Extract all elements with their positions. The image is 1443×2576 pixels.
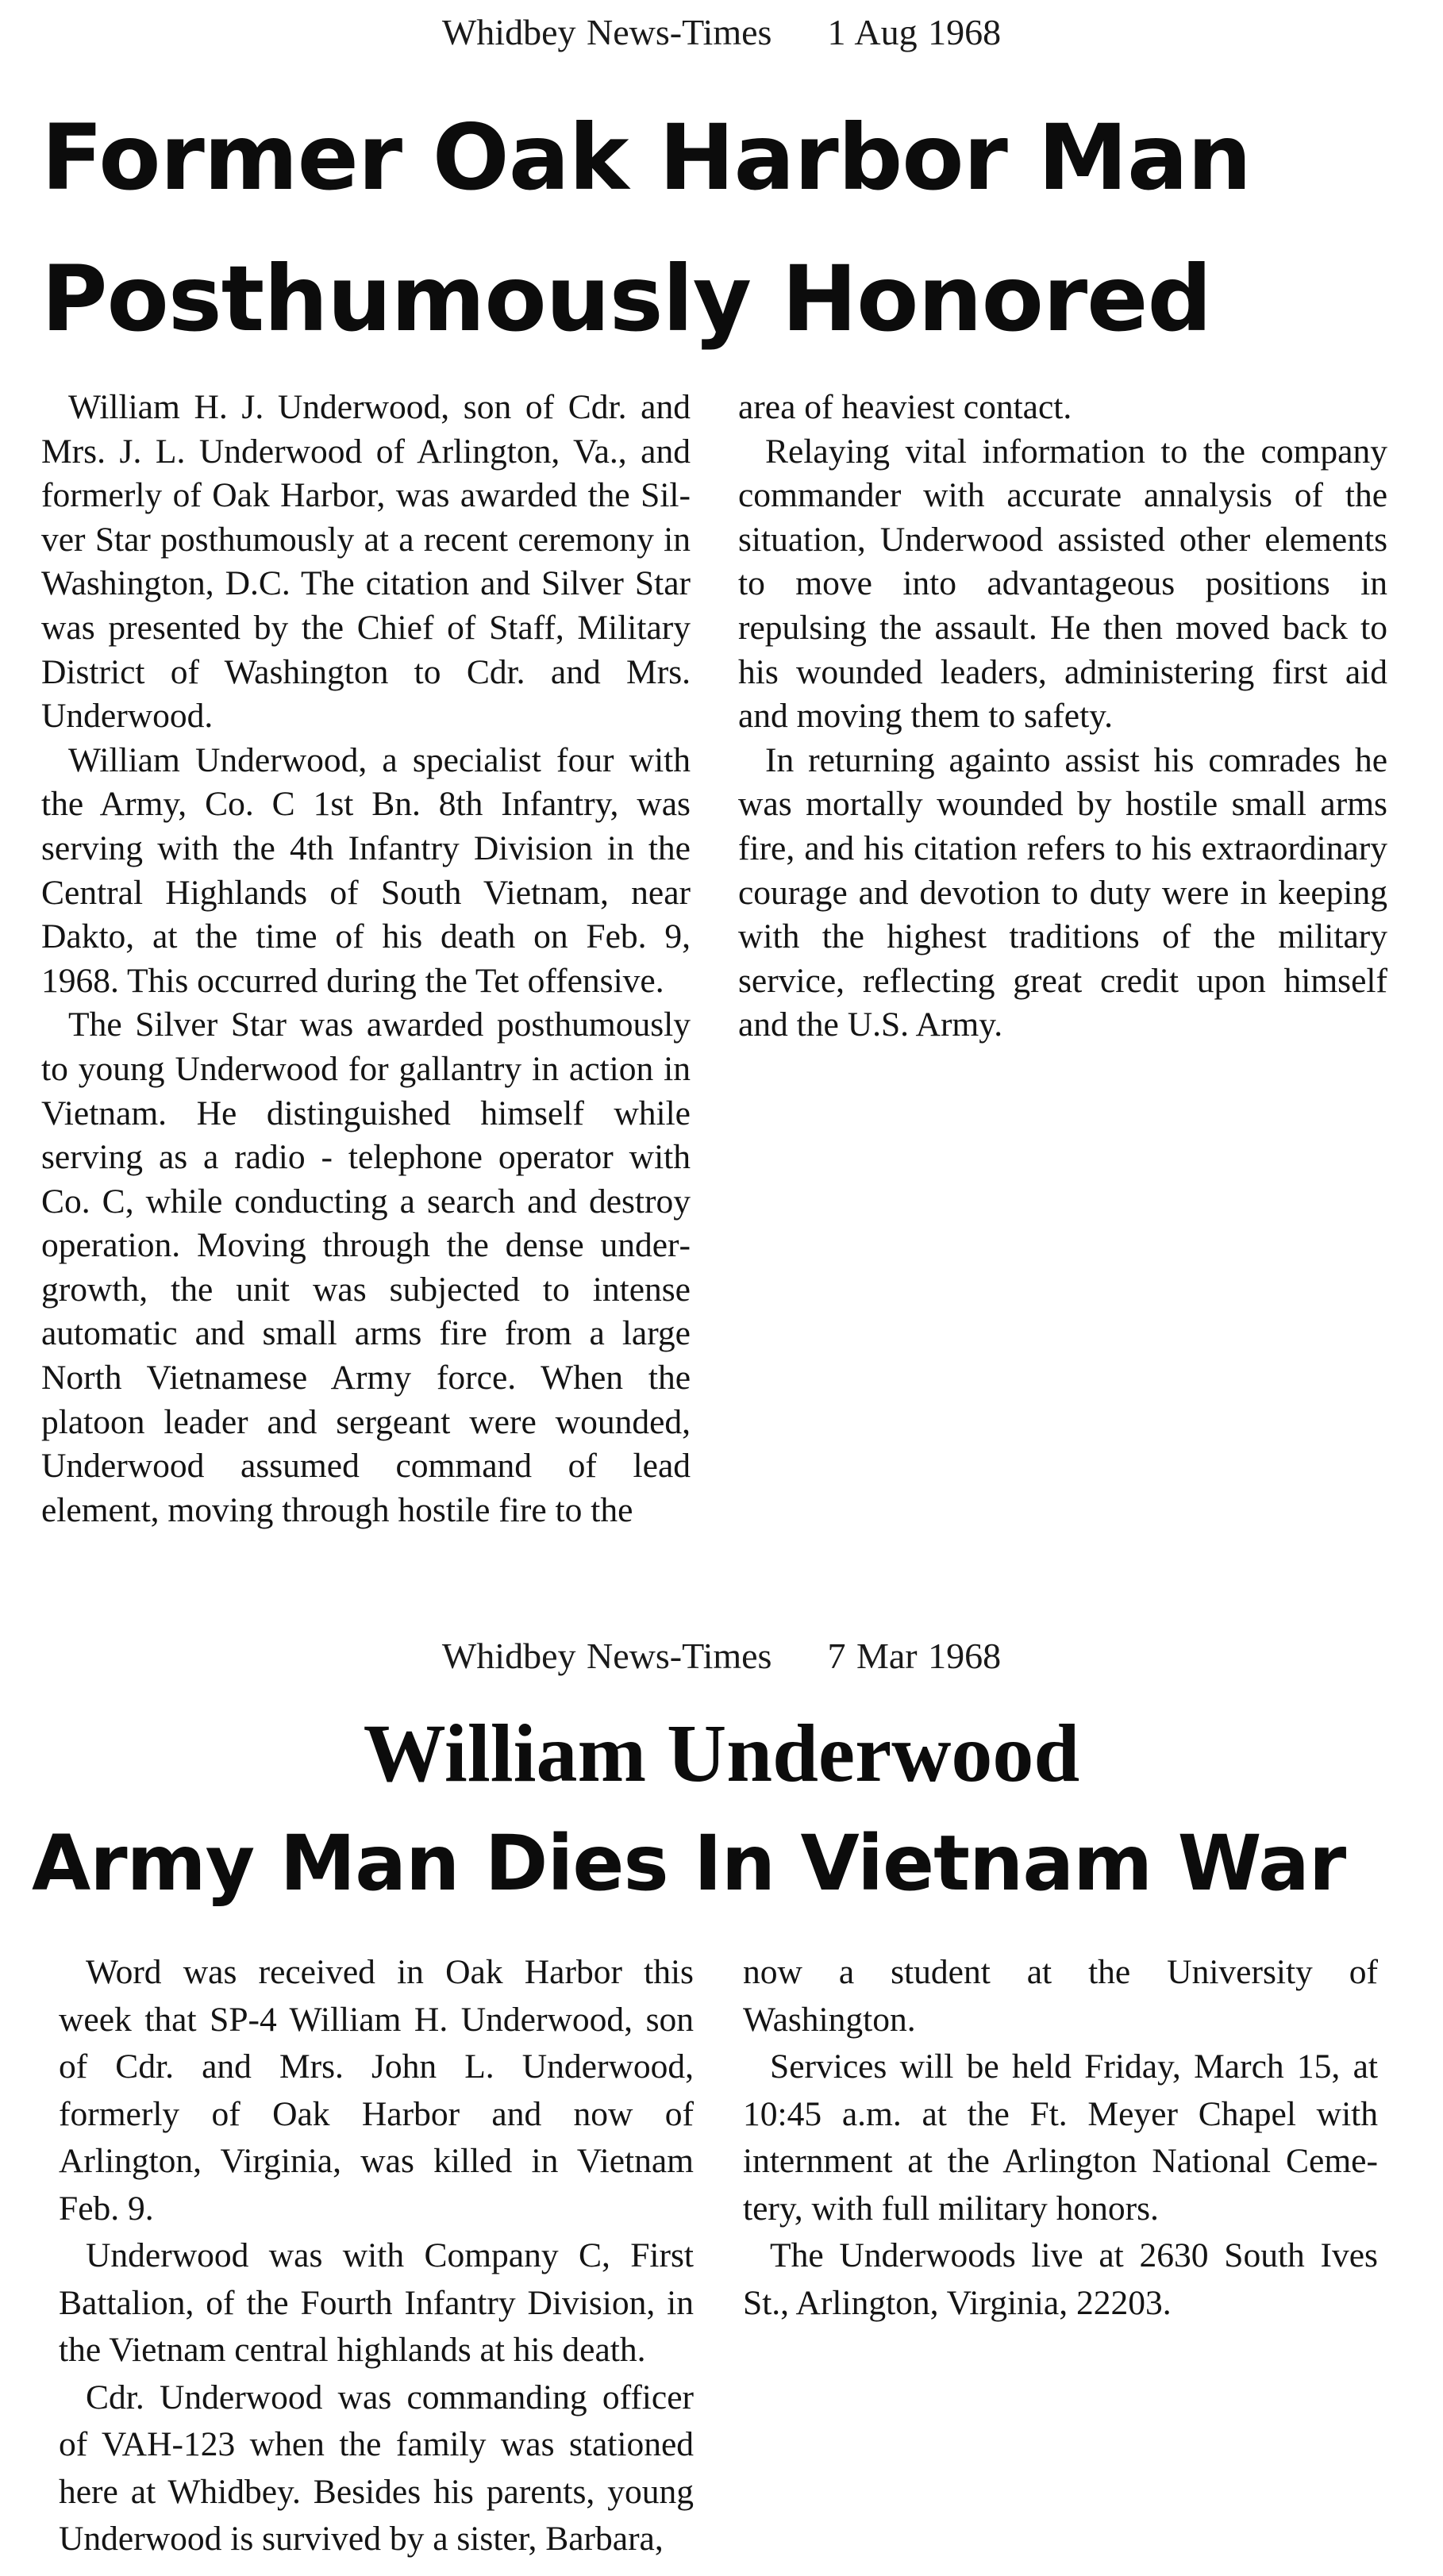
body-paragraph: In returning againto assist his comrades he was mortally wounded by hostile small arms fire, and his citation refers to his extraordinary courage and devotion to duty were in keeping with the highest traditions of the military service, reflecting great credit upon himself and the U.S. Army. <box>738 740 1387 1044</box>
article-2-headline-line-1: William Underwood <box>363 1708 1080 1799</box>
article-1-headline-line-1: Former Oak Harbor Man <box>41 105 1252 210</box>
body-paragraph: Services will be held Friday, March 15, at 10:45 a.m. at the Ft. Meyer Chapel with internment at the Arlington National Cemetery, with full military honors. <box>743 2047 1378 2228</box>
article-2-source: Whidbey News-Times <box>441 1636 772 1676</box>
article1-column-1 <box>41 386 691 1532</box>
article-2-headline-line-2: Army Man Dies In Vietnam War <box>32 1819 1346 1908</box>
body-paragraph: Word was received in Oak Harbor this week that SP-4 William H. Underwood, son of Cdr. and Mrs. John L. Underwood, formerly of Oak Harbor and now of Arlington, Virginia, was killed in Vietnam Feb. 9. <box>59 1953 694 2228</box>
body-paragraph: now a student at the University of Washington. <box>743 1953 1378 2039</box>
article-1-headline-line-2: Posthumously Honored <box>41 246 1212 352</box>
body-paragraph: The Silver Star was awarded posthumously to young Underwood for gallantry in action in Vietnam. He distinguished himself while serving as a radio - telephone operator with Co. C, while conducting a search and destroy operation. Moving through the dense undergrowth, the unit was subjected to intense automatic and small arms fire from a large North Vietnamese Army force. When the platoon leader and sergeant were wounded, Underwood assumed command of lead element, moving through hostile fire to the <box>41 1005 691 1529</box>
body-paragraph: Relaying vital information to the company commander with accurate annalysis of the situation, Underwood assisted other elements to move into advantageous positions in repulsing the assault. He then moved back to his wounded leaders, administering first aid and moving them to safety. <box>738 432 1387 736</box>
body-paragraph: William H. J. Underwood, son of Cdr. and Mrs. J. L. Underwood of Arlington, Va., and formerly of Oak Harbor, was awarded the Silver Star posthumously at a recent ceremony in Washington, D.C. The citation and Silver Star was presented by the Chief of Staff, Military District of Washington to Cdr. and Mrs. Underwood. <box>41 388 691 736</box>
article-1-source: Whidbey News-Times <box>441 12 772 52</box>
article-1-date: 1 Aug 1968 <box>827 12 1002 52</box>
body-paragraph: William Underwood, a specialist four with the Army, Co. C 1st Bn. 8th Infantry, was serving with the 4th Infantry Division in the Central Highlands of South Vietnam, near Dakto, at the time of his death on Feb. 9, 1968. This occurred during the Tet offensive. <box>41 740 691 1000</box>
article2-column-2 <box>743 1949 1378 2327</box>
article-2-date: 7 Mar 1968 <box>827 1636 1002 1676</box>
article2-column-1 <box>59 1949 694 2563</box>
body-paragraph: Cdr. Underwood was commanding officer of VAH-123 when the family was stationed here at Whidbey. Besides his parents, young Underwood is survived by a sister, Barbara, <box>59 2378 694 2558</box>
body-paragraph: area of heaviest contact. <box>738 388 1072 426</box>
body-paragraph: The Underwoods live at 2630 South Ives St., Arlington, Virginia, 22203. <box>743 2236 1378 2322</box>
body-paragraph: Underwood was with Company C, First Battalion, of the Fourth Infantry Division, in the Vietnam central highlands at his death. <box>59 2236 694 2369</box>
article1-column-2 <box>738 386 1387 1048</box>
article-2-dateline <box>0 1635 1443 1677</box>
article-1-dateline <box>0 11 1443 53</box>
